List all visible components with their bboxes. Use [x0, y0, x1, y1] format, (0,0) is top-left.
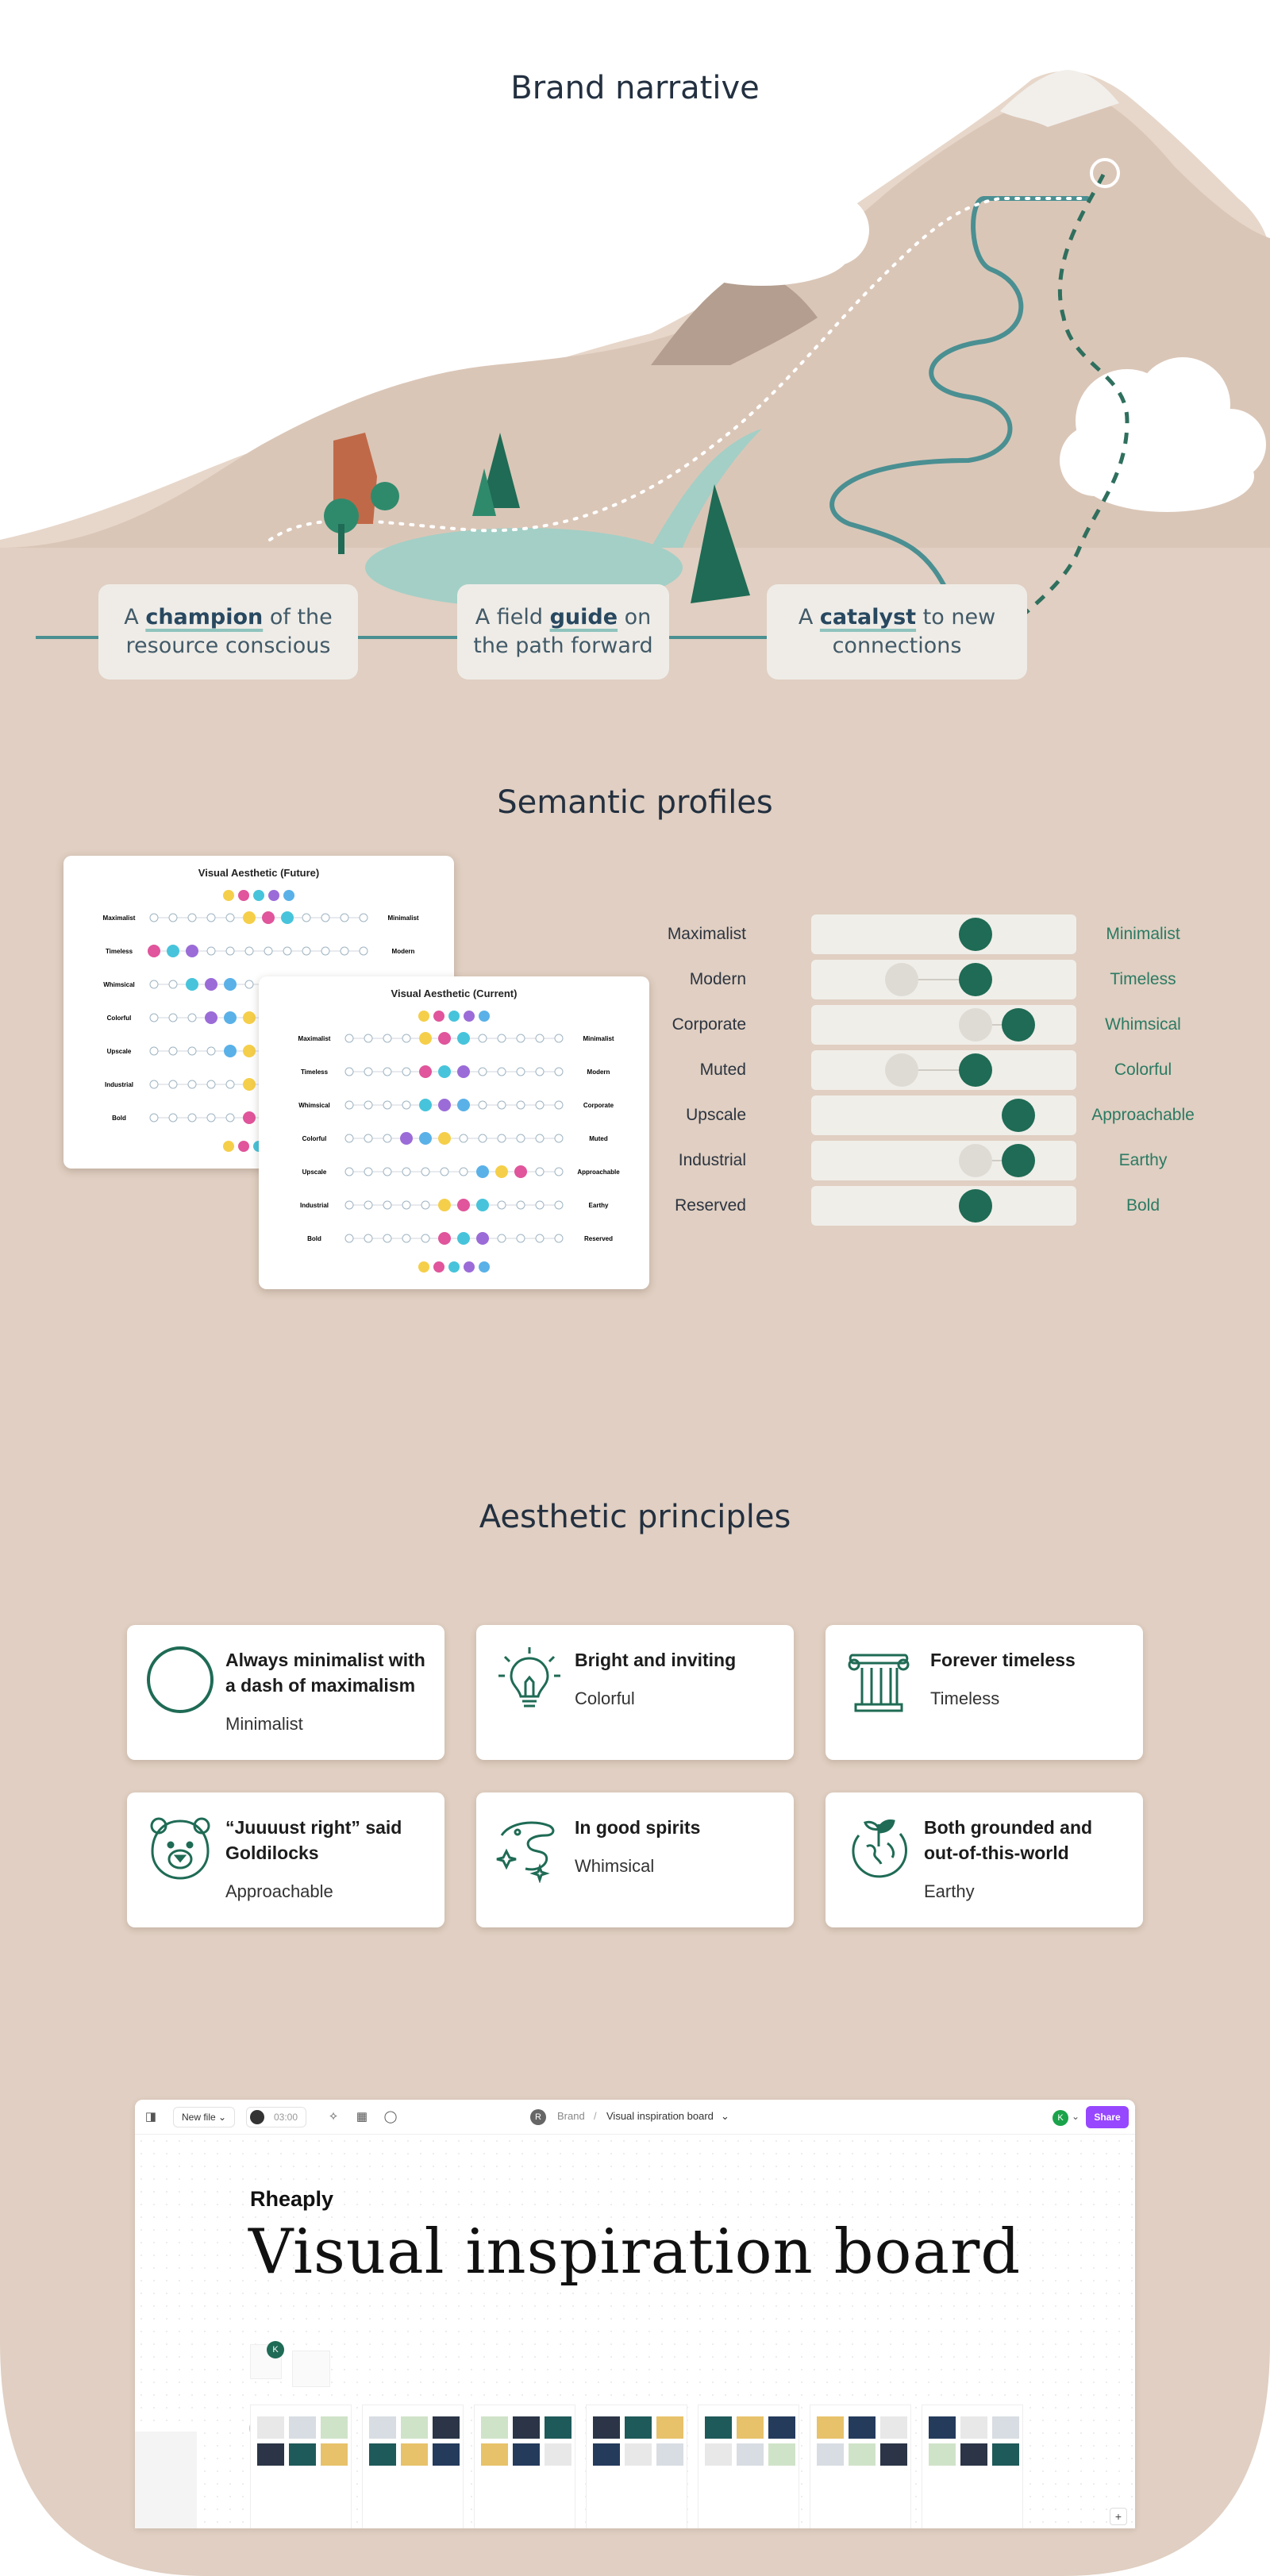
legend-dot — [464, 1261, 475, 1273]
thumbnail-image — [656, 2416, 683, 2439]
principle-subtitle: Colorful — [575, 1688, 635, 1708]
slider-row — [0, 1141, 1270, 1180]
thumbnail-image — [705, 2443, 732, 2466]
scale-right-label: Earthy — [588, 1202, 609, 1209]
slider-track[interactable] — [811, 1186, 1076, 1226]
thumbnail-image — [737, 2443, 764, 2466]
scale-left-label: Bold — [307, 1235, 321, 1242]
scale-step — [364, 1234, 372, 1242]
narrative-title: Brand narrative — [510, 70, 760, 106]
thumbnail-image — [593, 2416, 620, 2439]
thumbnail-image — [768, 2416, 795, 2439]
board-thumbnail[interactable] — [586, 2405, 687, 2528]
scale-right-label: Approachable — [577, 1169, 620, 1176]
legend-dot — [238, 890, 249, 901]
legend-dot — [253, 890, 264, 901]
principle-subtitle: Whimsical — [575, 1856, 655, 1876]
slider-thumb[interactable] — [1002, 1144, 1035, 1177]
principles-title: Aesthetic principles — [479, 1499, 791, 1535]
slider-left-label: Muted — [699, 1061, 746, 1079]
slider-row — [0, 1095, 1270, 1135]
scale-step — [402, 1234, 410, 1242]
legend-dot — [268, 890, 279, 901]
previous-position-dot — [959, 1008, 992, 1042]
breadcrumb-file[interactable]: Visual inspiration board — [606, 2110, 714, 2122]
narrative-card-catalyst — [767, 584, 1027, 680]
narrative-card-champion — [98, 584, 358, 680]
card-pre: A — [124, 605, 146, 630]
layout-icon[interactable]: ▦ — [356, 2110, 368, 2124]
legend-dot — [433, 1261, 444, 1273]
slider-left-label: Upscale — [686, 1106, 746, 1124]
slider-right-label: Minimalist — [1106, 925, 1180, 943]
thumbnail-image — [737, 2416, 764, 2439]
principle-title: Bright and inviting — [575, 1650, 737, 1670]
thumbnail-image — [321, 2443, 348, 2466]
slider-track[interactable] — [811, 1050, 1076, 1090]
semantic-title: Semantic profiles — [497, 784, 773, 821]
thumbnail-image — [929, 2416, 956, 2439]
thumbnail-image — [257, 2416, 284, 2439]
scale-left-label: Bold — [112, 1115, 126, 1122]
legend-dot — [283, 890, 294, 901]
lightbulb-icon — [494, 1644, 565, 1715]
figjam-window — [135, 2100, 1135, 2528]
scale-left-label: Whimsical — [103, 981, 135, 988]
scale-left-label: Colorful — [302, 1135, 327, 1142]
thumbnail-image — [593, 2443, 620, 2466]
scale-step — [345, 1234, 353, 1242]
previous-position-dot — [959, 1144, 992, 1177]
chevron-down-icon[interactable]: ⌄ — [1071, 2111, 1080, 2122]
scale-left-label: Timeless — [300, 1069, 329, 1076]
scale-step — [536, 1234, 544, 1242]
principle-card-timeless — [826, 1625, 1143, 1760]
slider-row — [0, 914, 1270, 954]
principle-subtitle: Approachable — [225, 1881, 333, 1901]
scale-right-label: Minimalist — [387, 914, 419, 922]
scale-right-label: Reserved — [583, 1235, 614, 1242]
thumbnail-image — [321, 2416, 348, 2439]
thumbnail-image — [433, 2416, 460, 2439]
scale-left-label: Upscale — [106, 1048, 132, 1055]
slider-track[interactable] — [811, 1005, 1076, 1045]
card-post: on the path forward — [473, 605, 653, 658]
legend-dot — [479, 1261, 490, 1273]
narrative-card-guide — [457, 584, 669, 680]
share-button[interactable]: Share — [1086, 2106, 1129, 2128]
thumbnail-image — [817, 2443, 844, 2466]
scale-left-label: Maximalist — [298, 1035, 331, 1042]
board-thumbnail[interactable] — [362, 2405, 464, 2528]
shift-arrow — [992, 1024, 1001, 1026]
thumbnail-image — [481, 2416, 508, 2439]
main-menu-icon[interactable]: ◨ — [144, 2110, 157, 2124]
thumbnail-image — [513, 2443, 540, 2466]
slider-left-label: Industrial — [678, 1151, 746, 1169]
thumbnail-image — [545, 2443, 572, 2466]
scale-step — [517, 1234, 525, 1242]
rating-dot — [457, 1232, 470, 1245]
slider-thumb[interactable] — [959, 1189, 992, 1223]
slider-left-label: Reserved — [675, 1196, 746, 1215]
shift-arrow — [992, 1160, 1001, 1161]
card-post: to new connections — [832, 605, 996, 658]
toolbar — [135, 2100, 1135, 2135]
scale-step — [383, 1234, 391, 1242]
slider-right-label: Earthy — [1118, 1151, 1168, 1169]
avatar — [250, 2110, 264, 2124]
thumbnail-image — [817, 2416, 844, 2439]
circle-icon — [144, 1644, 216, 1715]
scale-left-label: Whimsical — [298, 1102, 330, 1109]
slider-left-label: Corporate — [672, 1015, 746, 1034]
thumbnail-image — [257, 2443, 284, 2466]
thumbnail-image — [849, 2416, 876, 2439]
principle-card-approachable — [127, 1792, 444, 1927]
board-title: Visual inspiration board — [248, 2216, 1022, 2288]
board-thumbnail[interactable] — [810, 2405, 911, 2528]
thumbnail-image — [880, 2443, 907, 2466]
side-panel-edge — [135, 2432, 197, 2528]
principle-title: Always minimalist with a dash of maximalism — [225, 1650, 425, 1696]
thumbnail-image — [369, 2443, 396, 2466]
thumbnail-image — [768, 2443, 795, 2466]
thumbnail-image — [929, 2443, 956, 2466]
slider-row — [0, 960, 1270, 999]
board-thumbnail[interactable] — [474, 2405, 575, 2528]
slider-thumb[interactable] — [959, 963, 992, 996]
column-icon — [843, 1644, 914, 1715]
slider-right-label: Timeless — [1110, 970, 1176, 988]
board-thumbnail[interactable] — [698, 2405, 799, 2528]
breadcrumb-team[interactable]: Brand — [557, 2110, 585, 2122]
slider-track[interactable] — [811, 914, 1076, 954]
thumbnail-image — [625, 2443, 652, 2466]
board-thumbnail[interactable] — [922, 2405, 1023, 2528]
thumbnail-image — [960, 2443, 987, 2466]
thumbnail-image — [289, 2416, 316, 2439]
sheet-title: Visual Aesthetic (Current) — [391, 988, 518, 999]
scale-left-label: Upscale — [302, 1169, 327, 1176]
legend-dot — [448, 1261, 460, 1273]
principle-card-colorful — [476, 1625, 794, 1760]
card-pre: A — [798, 605, 820, 630]
board-thumbnail[interactable] — [250, 2405, 352, 2528]
rating-dot — [438, 1232, 451, 1245]
genie-icon — [494, 1812, 565, 1883]
legend-dot — [418, 1261, 429, 1273]
slider-row — [0, 1186, 1270, 1226]
scale-right-label: Corporate — [583, 1102, 614, 1109]
principle-card-minimalist — [127, 1625, 444, 1760]
slider-row — [0, 1050, 1270, 1090]
slider-thumb[interactable] — [959, 1053, 992, 1087]
thumbnail-image — [656, 2443, 683, 2466]
scale-step — [498, 1234, 506, 1242]
scale-right-label: Modern — [391, 948, 415, 955]
thumbnail-image — [880, 2416, 907, 2439]
scale-right-label: Modern — [587, 1069, 610, 1076]
scale-step — [555, 1234, 563, 1242]
slider-left-label: Modern — [689, 970, 746, 988]
slider-row — [0, 1005, 1270, 1045]
slider-right-label: Colorful — [1114, 1061, 1172, 1079]
legend-dot — [223, 890, 234, 901]
thumbnail-image — [401, 2443, 428, 2466]
thumbnail-image — [401, 2416, 428, 2439]
slider-track[interactable] — [811, 960, 1076, 999]
thumbnail-image — [289, 2443, 316, 2466]
principle-card-earthy — [826, 1792, 1143, 1927]
thumbnail-image — [705, 2416, 732, 2439]
principle-card-whimsical — [476, 1792, 794, 1927]
thumbnail-image — [625, 2416, 652, 2439]
thumbnail-image — [513, 2416, 540, 2439]
scale-left-label: Timeless — [105, 948, 133, 955]
thumbnail-image — [849, 2443, 876, 2466]
scale-step — [421, 1234, 429, 1242]
scale-left-label: Industrial — [299, 1202, 329, 1209]
slider-thumb[interactable] — [1002, 1008, 1035, 1042]
slider-track[interactable] — [811, 1141, 1076, 1180]
chevron-down-icon[interactable]: ⌄ — [721, 2110, 729, 2122]
slider-right-label: Whimsical — [1105, 1015, 1181, 1034]
cursor-avatar: K — [267, 2341, 284, 2358]
slider-left-label: Maximalist — [667, 925, 746, 943]
sheet-title: Visual Aesthetic (Future) — [198, 867, 320, 879]
principle-subtitle: Earthy — [924, 1881, 975, 1901]
principle-title: “Juuuust right” said Goldilocks — [225, 1817, 402, 1863]
new-file-label: New file — [182, 2112, 216, 2123]
thumbnail-image — [992, 2416, 1019, 2439]
user-avatar[interactable]: K — [1053, 2110, 1068, 2126]
timer-value: 03:00 — [274, 2112, 298, 2123]
timer-button[interactable] — [246, 2107, 306, 2127]
thumbnail-image — [545, 2416, 572, 2439]
board-brand: Rheaply — [250, 2187, 334, 2211]
shift-arrow — [918, 1069, 960, 1071]
zoom-in-button[interactable]: + — [1110, 2508, 1127, 2525]
card-pre: A field — [475, 605, 550, 630]
shift-arrow — [918, 979, 960, 980]
previous-position-dot — [885, 1053, 918, 1087]
thumbnail-image — [369, 2416, 396, 2439]
globe-plant-icon — [843, 1812, 914, 1883]
scale-left-label: Industrial — [104, 1081, 134, 1088]
new-file-button[interactable]: New file ⌄ — [173, 2107, 235, 2127]
thumbnail-image — [481, 2443, 508, 2466]
breadcrumb-separator: / — [594, 2110, 597, 2122]
previous-position-dot — [885, 963, 918, 996]
card-keyword: guide — [549, 605, 618, 630]
scale-left-label: Colorful — [106, 1015, 132, 1022]
team-avatar: R — [530, 2109, 546, 2125]
rating-dot — [476, 1232, 489, 1245]
scale-left-label: Maximalist — [102, 914, 136, 922]
principle-title: Both grounded and out-of-this-world — [924, 1817, 1093, 1863]
sticky-thumbnail[interactable] — [292, 2351, 330, 2387]
bear-icon — [144, 1812, 216, 1883]
card-keyword: catalyst — [819, 605, 917, 630]
card-post: of the resource conscious — [125, 605, 333, 658]
principle-title: In good spirits — [575, 1817, 701, 1838]
slider-thumb[interactable] — [1002, 1099, 1035, 1132]
thumbnail-image — [960, 2416, 987, 2439]
comment-icon[interactable]: ◯ — [383, 2110, 398, 2124]
principle-subtitle: Timeless — [930, 1688, 1000, 1708]
card-keyword: champion — [145, 605, 264, 630]
slider-track[interactable] — [811, 1095, 1076, 1135]
principle-subtitle: Minimalist — [225, 1714, 303, 1734]
principle-title: Forever timeless — [930, 1650, 1076, 1670]
thumbnail-image — [433, 2443, 460, 2466]
scale-right-label: Minimalist — [583, 1035, 614, 1042]
sparkle-icon[interactable]: ✧ — [328, 2110, 339, 2124]
slider-right-label: Approachable — [1091, 1106, 1195, 1124]
thumbnail-image — [992, 2443, 1019, 2466]
slider-thumb[interactable] — [959, 918, 992, 951]
scale-right-label: Muted — [589, 1135, 608, 1142]
slider-right-label: Bold — [1126, 1196, 1160, 1215]
